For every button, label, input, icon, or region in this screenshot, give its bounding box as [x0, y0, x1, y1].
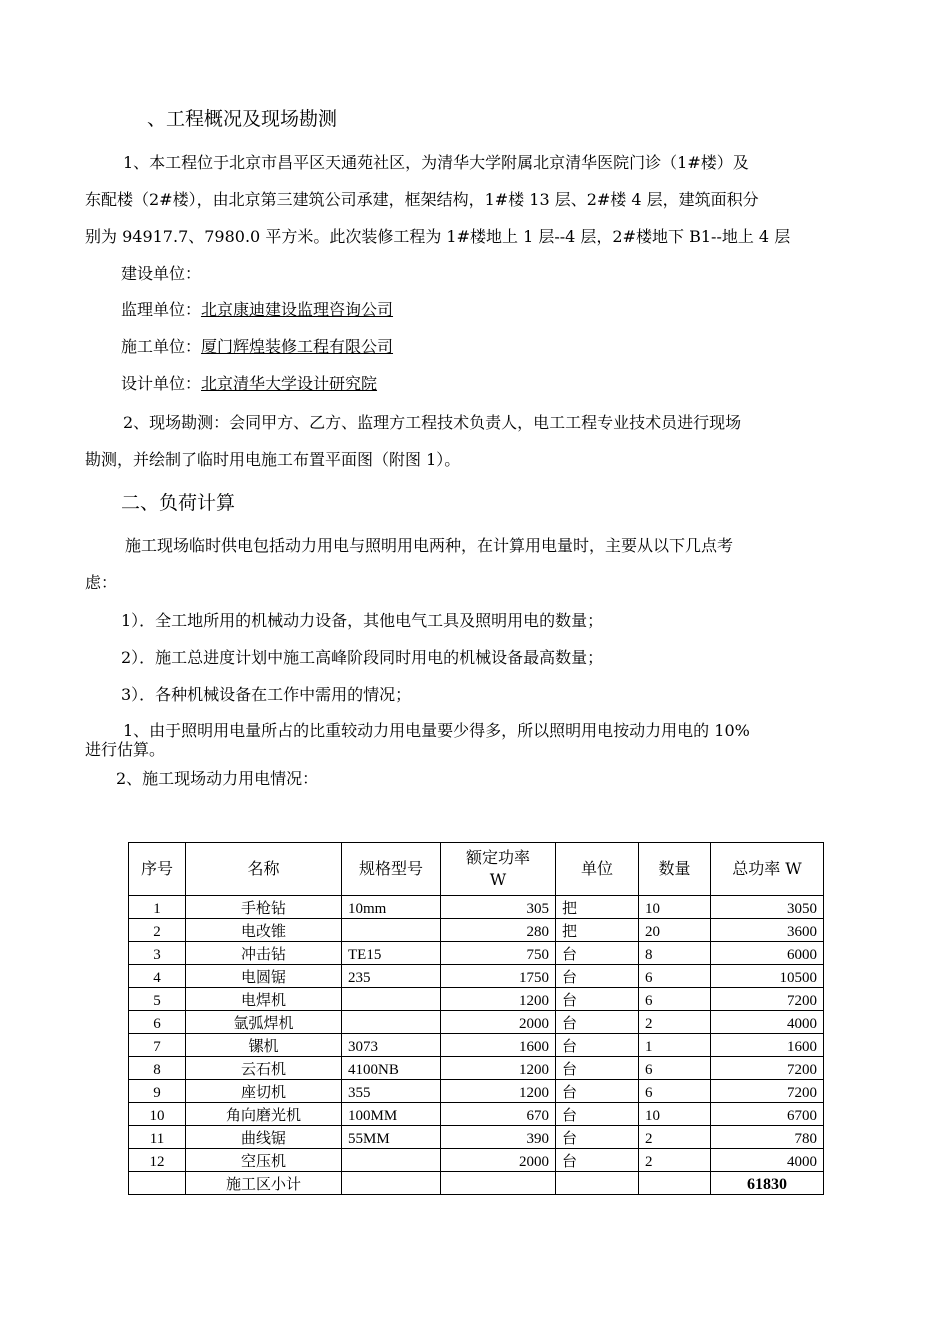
- table-row: [129, 896, 824, 919]
- cell-qty: 20: [639, 919, 711, 942]
- cell-rated-power: 1200: [441, 1080, 556, 1103]
- table-row: [129, 942, 824, 965]
- cell-name: 电圆锯: [186, 965, 342, 988]
- table-row: [129, 1149, 824, 1172]
- cell-name: 氩弧焊机: [186, 1011, 342, 1034]
- cell-name: 空压机: [186, 1149, 342, 1172]
- cell-name: 手枪钻: [186, 896, 342, 919]
- cell-total: 3600: [711, 919, 824, 942]
- build-unit-line: [121, 263, 201, 285]
- cell-index: 4: [129, 965, 186, 988]
- table-row: [129, 1057, 824, 1080]
- cell-unit: 台: [556, 988, 639, 1011]
- table-row: [129, 988, 824, 1011]
- intro-line: 施工现场临时供电包括动力用电与照明用电两种，在计算用电量时，主要从以下几点考: [125, 536, 734, 555]
- cell-qty: 2: [639, 1011, 711, 1034]
- cell-model: 235: [342, 965, 441, 988]
- cell-total: 6000: [711, 942, 824, 965]
- subtotal-value: 61830: [711, 1172, 824, 1195]
- para1-line: 别为 94917.7、7980.0 平方米。此次装修工程为 1#楼地上 1 层--4 层，2#楼地下 B1--地上 4 层: [85, 227, 791, 246]
- cell-model: [342, 988, 441, 1011]
- table-header-row: [129, 843, 824, 896]
- subtotal-row: [129, 1172, 824, 1195]
- cell-model: 355: [342, 1080, 441, 1103]
- cell-unit: 台: [556, 1080, 639, 1103]
- cell-rated-power: 2000: [441, 1149, 556, 1172]
- section1-para2: [85, 404, 865, 478]
- cell-name: 电焊机: [186, 988, 342, 1011]
- consider-item: 2）．施工总进度计划中施工高峰阶段同时用电的机械设备最高数量；: [121, 648, 604, 667]
- cell-model: TE15: [342, 942, 441, 965]
- cell-rated-power: 1750: [441, 965, 556, 988]
- table-row: [129, 1034, 824, 1057]
- cell-total: 4000: [711, 1011, 824, 1034]
- consider-item: 1）．全工地所用的机械动力设备，其他电气工具及照明用电的数量；: [121, 611, 604, 630]
- construct-label: 施工单位：: [121, 337, 202, 356]
- cell-unit: 台: [556, 1103, 639, 1126]
- cell-qty: 8: [639, 942, 711, 965]
- table-row: [129, 1126, 824, 1149]
- cell-rated-power: 390: [441, 1126, 556, 1149]
- cell-index: 11: [129, 1126, 186, 1149]
- section1-para1: [85, 144, 865, 255]
- cell-model: [342, 1149, 441, 1172]
- cell-model: [342, 919, 441, 942]
- cell-unit: 台: [556, 942, 639, 965]
- section1-title: 、工程概况及现场勘测: [147, 108, 338, 130]
- cell-model: 4100NB: [342, 1057, 441, 1080]
- cell-qty: 10: [639, 1103, 711, 1126]
- supervise-value: 北京康迪建设监理咨询公司: [201, 300, 394, 319]
- supervise-label: 监理单位：: [121, 300, 202, 319]
- table-row: [129, 965, 824, 988]
- cell-unit: 台: [556, 1057, 639, 1080]
- cell-model: 10mm: [342, 896, 441, 919]
- cell-empty: [639, 1172, 711, 1195]
- cell-model: 55MM: [342, 1126, 441, 1149]
- section2-intro: [85, 527, 865, 601]
- cell-index: 1: [129, 896, 186, 919]
- header-index: 序号: [129, 843, 186, 896]
- design-label: 设计单位：: [121, 374, 202, 393]
- header-model: 规格型号: [342, 843, 441, 896]
- cell-rated-power: 670: [441, 1103, 556, 1126]
- cell-index: 9: [129, 1080, 186, 1103]
- cell-qty: 6: [639, 1080, 711, 1103]
- cell-rated-power: 750: [441, 942, 556, 965]
- cell-qty: 6: [639, 965, 711, 988]
- cell-name: 角向磨光机: [186, 1103, 342, 1126]
- subtotal-label: 施工区小计: [186, 1172, 342, 1195]
- cell-qty: 6: [639, 988, 711, 1011]
- note1-line: 进行估算。: [85, 740, 166, 759]
- header-total: 总功率 W: [711, 843, 824, 896]
- supervise-line: [121, 299, 393, 321]
- para1-line: 1、本工程位于北京市昌平区天通苑社区，为清华大学附属北京清华医院门诊（1#楼）及: [123, 153, 749, 172]
- cell-empty: [441, 1172, 556, 1195]
- cell-qty: 2: [639, 1149, 711, 1172]
- power-table: [128, 842, 824, 1195]
- cell-rated-power: 1200: [441, 988, 556, 1011]
- consider-item: 3）．各种机械设备在工作中需用的情况；: [121, 685, 412, 704]
- para2-line: 2、现场勘测：会同甲方、乙方、监理方工程技术负责人，电工工程专业技术员进行现场: [123, 413, 742, 432]
- cell-model: [342, 1011, 441, 1034]
- cell-total: 6700: [711, 1103, 824, 1126]
- header-name: 名称: [186, 843, 342, 896]
- cell-name: 云石机: [186, 1057, 342, 1080]
- header-qty: 数量: [639, 843, 711, 896]
- cell-total: 7200: [711, 1080, 824, 1103]
- cell-total: 780: [711, 1126, 824, 1149]
- cell-index: 10: [129, 1103, 186, 1126]
- table-row: [129, 919, 824, 942]
- cell-name: 冲击钻: [186, 942, 342, 965]
- cell-index: 6: [129, 1011, 186, 1034]
- cell-model: 100MM: [342, 1103, 441, 1126]
- para1-line: 东配楼（2#楼），由北京第三建筑公司承建，框架结构，1#楼 13 层、2#楼 4 层，建筑面积分: [85, 190, 759, 209]
- cell-index: 8: [129, 1057, 186, 1080]
- cell-unit: 台: [556, 1034, 639, 1057]
- note1-line: 1、由于照明用电量所占的比重较动力用电量要少得多，所以照明用电按动力用电的 10%: [123, 721, 750, 740]
- cell-rated-power: 1600: [441, 1034, 556, 1057]
- cell-name: 曲线锯: [186, 1126, 342, 1149]
- cell-total: 7200: [711, 988, 824, 1011]
- cell-unit: 把: [556, 896, 639, 919]
- cell-model: 3073: [342, 1034, 441, 1057]
- cell-name: 座切机: [186, 1080, 342, 1103]
- cell-qty: 2: [639, 1126, 711, 1149]
- construct-line: [121, 336, 393, 358]
- para2-line: 勘测，并绘制了临时用电施工布置平面图（附图 1）。: [85, 450, 461, 469]
- cell-rated-power: 305: [441, 896, 556, 919]
- cell-total: 7200: [711, 1057, 824, 1080]
- cell-unit: 台: [556, 1149, 639, 1172]
- section2-title: 二、负荷计算: [121, 492, 236, 514]
- header-unit: 单位: [556, 843, 639, 896]
- design-value: 北京清华大学设计研究院: [201, 374, 378, 393]
- table-row: [129, 1080, 824, 1103]
- cell-index: 3: [129, 942, 186, 965]
- cell-total: 3050: [711, 896, 824, 919]
- cell-name: 镙机: [186, 1034, 342, 1057]
- cell-rated-power: 2000: [441, 1011, 556, 1034]
- header-rated-power-line2: W: [489, 870, 507, 889]
- cell-unit: 台: [556, 965, 639, 988]
- cell-rated-power: 1200: [441, 1057, 556, 1080]
- cell-qty: 10: [639, 896, 711, 919]
- cell-unit: 把: [556, 919, 639, 942]
- section2-note2: 2、施工现场动力用电情况：: [116, 769, 319, 788]
- cell-qty: 6: [639, 1057, 711, 1080]
- intro-line: 虑：: [85, 573, 118, 592]
- cell-total: 1600: [711, 1034, 824, 1057]
- cell-empty: [556, 1172, 639, 1195]
- cell-index: 2: [129, 919, 186, 942]
- cell-qty: 1: [639, 1034, 711, 1057]
- cell-total: 4000: [711, 1149, 824, 1172]
- cell-empty: [129, 1172, 186, 1195]
- cell-index: 12: [129, 1149, 186, 1172]
- section2-note1: [85, 721, 865, 759]
- cell-index: 7: [129, 1034, 186, 1057]
- cell-unit: 台: [556, 1126, 639, 1149]
- cell-rated-power: 280: [441, 919, 556, 942]
- cell-empty: [342, 1172, 441, 1195]
- cell-name: 电改锥: [186, 919, 342, 942]
- build-unit-label: 建设单位：: [121, 264, 202, 283]
- design-line: [121, 373, 377, 395]
- table-row: [129, 1011, 824, 1034]
- header-rated-power-line1: 额定功率: [465, 848, 530, 867]
- header-rated-power: [441, 843, 556, 896]
- construct-value: 厦门辉煌装修工程有限公司: [201, 337, 394, 356]
- table-row: [129, 1103, 824, 1126]
- cell-index: 5: [129, 988, 186, 1011]
- cell-unit: 台: [556, 1011, 639, 1034]
- cell-total: 10500: [711, 965, 824, 988]
